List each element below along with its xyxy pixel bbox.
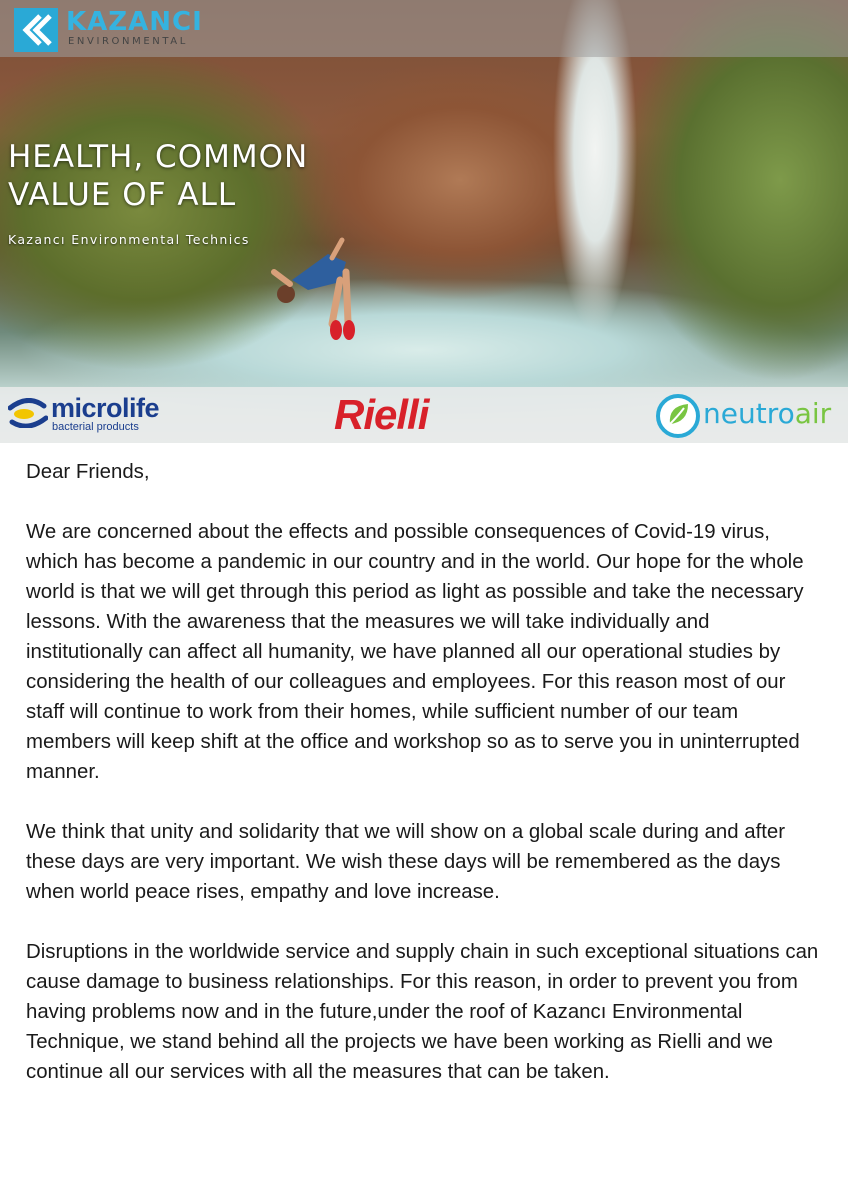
brand-name: KAZANCI	[66, 7, 203, 37]
microlife-logo	[8, 392, 168, 436]
letter-paragraph-2: We think that unity and solidarity that we will show on a global scale during and after these days are very important. We wish these days will be remembered as the days when world peace rises, empathy and love increase.	[26, 821, 786, 903]
headline-line-1: HEALTH, COMMON	[8, 139, 309, 175]
neutro-text: neutro	[703, 397, 795, 430]
headline-line-2: VALUE OF ALL	[8, 177, 237, 213]
letter-paragraph-3: Disruptions in the worldwide service and supply chain in such exceptional situations can cause damage to business relationships. For this reason, in order to prevent you from having problems now and in the future,under the roof of Kazancı Environmental Technique, we stand behind all the projects we have been working as Rielli and we continue all our services with all the measures that can be taken.	[26, 941, 819, 1083]
letter-paragraph-1: We are concerned about the effects and possible consequences of Covid-19 virus, which has become a pandemic in our country and in the world. Our hope for the whole world is that we will get through this period as light as possible and take the necessary lessons. With the awareness that the measures we will take individually and institutionally can affect all humanity, we have planned all our operational studies by considering the health of our colleagues and employees. For this reason most of our staff will continue to work from their homes, while sufficient number of our team members will keep shift at the office and workshop so as to serve you in uninterrupted manner.	[26, 521, 804, 783]
microlife-subtitle: bacterial products	[52, 421, 139, 433]
kazanci-logo-icon	[14, 8, 58, 52]
neutroair-leaf-icon	[656, 394, 700, 438]
hero-tagline: Kazancı Environmental Technics	[8, 232, 250, 247]
hero-headline	[8, 138, 338, 214]
jumping-person-icon	[268, 232, 368, 347]
microlife-swoosh-icon	[8, 398, 48, 428]
hero-banner	[0, 0, 848, 443]
letter-greeting: Dear Friends,	[26, 461, 150, 483]
letter-body	[26, 457, 826, 1117]
microlife-name: microlife	[51, 393, 160, 423]
rielli-logo: Rielli	[334, 391, 429, 438]
brand-subtitle: ENVIRONMENTAL	[68, 36, 188, 47]
neutroair-logo	[703, 397, 831, 431]
air-text: air	[794, 397, 832, 430]
